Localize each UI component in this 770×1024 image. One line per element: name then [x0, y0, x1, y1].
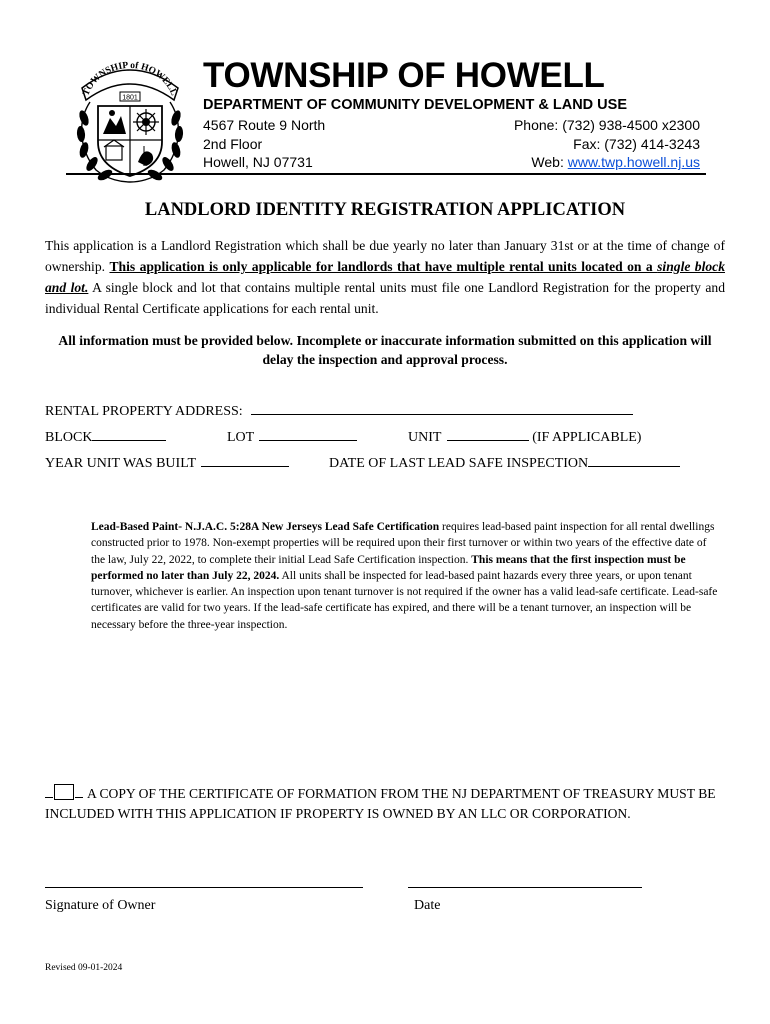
lead-inspection-date-label: DATE OF LAST LEAD SAFE INSPECTION: [329, 456, 589, 471]
intro-text-2: A single block and lot that contains multiple rental units must file one Landlord Registration for the property and individual Rental Certificate applications for each rental unit.: [45, 280, 725, 316]
checkbox-underline-right: [75, 785, 83, 798]
unit-label: UNIT: [408, 430, 442, 445]
department-name: DEPARTMENT OF COMMUNITY DEVELOPMENT & LAND USE: [203, 97, 627, 113]
unit-field: [408, 426, 641, 447]
lead-paint-heading: Lead-Based Paint- N.J.A.C. 5:28A New Jerseys Lead Safe Certification: [91, 521, 440, 533]
address-line-3: Howell, NJ 07731: [203, 154, 313, 170]
form-title: LANDLORD IDENTITY REGISTRATION APPLICATION: [144, 200, 626, 220]
block-field: [45, 426, 166, 447]
fax-number: Fax: (732) 414-3243: [573, 136, 700, 152]
address-line-1: 4567 Route 9 North: [203, 117, 326, 133]
lead-inspection-date-field: [329, 452, 680, 473]
llc-requirement: [45, 784, 735, 824]
revision-date: Revised 09-01-2024: [45, 963, 123, 973]
lot-label: LOT: [227, 430, 254, 445]
unit-suffix: (IF APPLICABLE): [532, 430, 642, 445]
lead-paint-text-2: All units shall be inspected for lead-based paint hazards every three years, or upon tenant turnover, whichever is earlier. An inspection upon tenant turnover is not required if the owner has a valid lead-safe certificate. Lead-safe certificates are valid for two years. If the lead-safe certificate has expired, and there will be a tenant turnover, an inspection will be necessary before the three-year inspection.: [91, 569, 718, 631]
seal-text: TOWNSHIP of HOWELL: [81, 60, 179, 98]
header-divider: [66, 173, 706, 175]
lead-paint-text-1: requires lead-based paint inspection for all rental dwellings constructed prior to 1978. Non-exempt properties will be required upon their first turnover or within two years of the effective date of the law, July 22, 2022, to complete their initial Lead Safe Certification inspection.: [91, 521, 715, 566]
llc-requirement-text: A COPY OF THE CERTIFICATE OF FORMATION FROM THE NJ DEPARTMENT OF TREASURY MUST BE INCLUDED WITH THIS APPLICATION IF PROPERTY IS OWNED BY AN LLC OR CORPORATION.: [45, 786, 716, 821]
township-seal-logo: [68, 58, 192, 186]
intro-text-1: This application is a Landlord Registration which shall be due yearly no later than January 31st or at the time of change of ownership.: [45, 238, 725, 274]
unit-line[interactable]: [447, 426, 529, 441]
rental-address-field: [45, 400, 633, 421]
owner-signature-line[interactable]: [45, 887, 363, 888]
web-label: Web:: [531, 154, 568, 170]
phone-number: Phone: (732) 938-4500 x2300: [513, 117, 700, 133]
rental-address-line[interactable]: [251, 400, 633, 415]
owner-signature-label: Signature of Owner: [45, 898, 156, 913]
date-label: Date: [414, 898, 441, 913]
year-built-field: [45, 452, 289, 473]
page-title: TOWNSHIP OF HOWELL: [203, 56, 605, 95]
address-line-2: 2nd Floor: [203, 136, 263, 152]
intro-bold-text: This application is only applicable for landlords that have multiple rental units located on a: [109, 259, 658, 274]
year-built-line[interactable]: [201, 452, 289, 467]
checkbox-underline-left: [45, 785, 53, 798]
lot-line[interactable]: [259, 426, 357, 441]
lead-paint-deadline: This means that the first inspection must be performed no later than July 22, 2024.: [91, 553, 686, 582]
lead-inspection-date-line[interactable]: [588, 452, 680, 467]
year-built-label: YEAR UNIT WAS BUILT: [45, 456, 196, 471]
web-line: [531, 153, 700, 171]
website-link[interactable]: www.twp.howell.nj.us: [567, 154, 700, 170]
lot-field: [227, 426, 357, 447]
intro-paragraph: [45, 235, 725, 319]
date-signature-line[interactable]: [408, 887, 642, 888]
intro-bold-italic-text: single block and lot.: [45, 259, 725, 295]
block-label: BLOCK: [45, 430, 93, 445]
seal-year: 1801: [122, 94, 138, 102]
block-line[interactable]: [92, 426, 166, 441]
rental-address-label: RENTAL PROPERTY ADDRESS:: [45, 404, 243, 419]
lead-paint-paragraph: [91, 519, 721, 633]
llc-checkbox[interactable]: [54, 784, 74, 800]
notice-text: All information must be provided below. Incomplete or inaccurate information submitted on this application will delay the inspection and approval process.: [58, 333, 712, 367]
